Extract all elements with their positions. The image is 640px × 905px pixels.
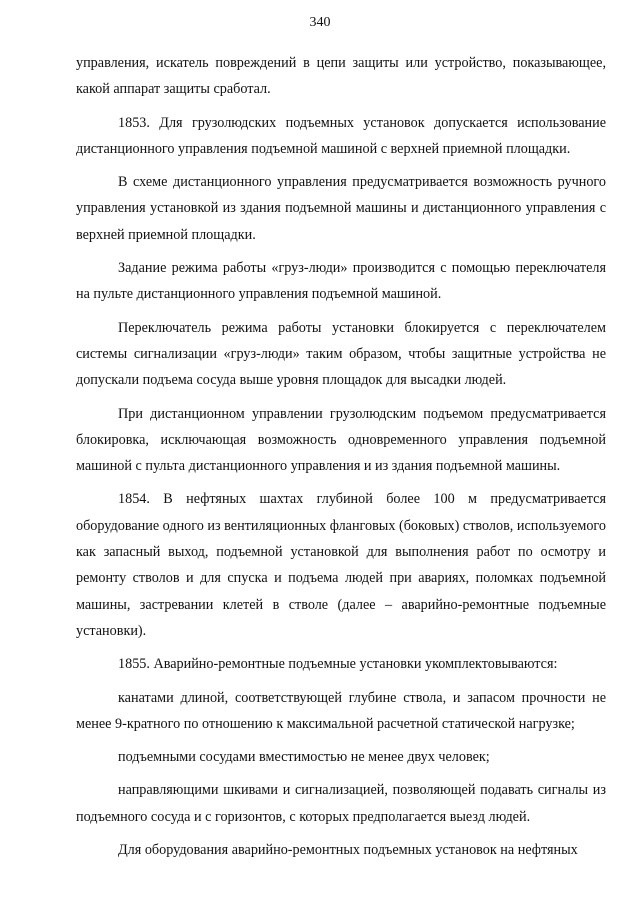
- list-item-vessels: подъемными сосудами вместимостью не менее двух человек;: [118, 749, 490, 766]
- paragraph-continuation: управления, искатель повреждений в цепи защиты или устройство, показывающее, какой аппарат защиты сработал.: [76, 55, 606, 98]
- paragraph-mode-setting: Задание режима работы «груз-люди» производится с помощью переключателя на пульте дистанционного управления подъемной машиной.: [76, 260, 606, 303]
- paragraph-1855: 1855. Аварийно-ремонтные подъемные установки укомплектовываются:: [118, 656, 558, 673]
- document-body: [76, 50, 606, 863]
- paragraph-1854: 1854. В нефтяных шахтах глубиной более 100 м предусматривается оборудование одного из вентиляционных фланговых (боковых) стволов, используемого как запасный выход, подъемной установкой для выполнения работ по осмотру и ремонту стволов и для спуска и подъема людей при авариях, поломках подъемной машины, застревании клетей в стволе (далее – аварийно-ремонтные подъемные установки).: [76, 491, 606, 639]
- paragraph-trailing: Для оборудования аварийно-ремонтных подъемных установок на нефтяных: [118, 842, 578, 859]
- list-item-ropes: канатами длиной, соответствующей глубине ствола, и запасом прочности не менее 9-кратного по отношению к максимальной расчетной статической нагрузке;: [76, 689, 606, 732]
- page-number: 340: [309, 15, 331, 30]
- paragraph-mode-switch-interlock: Переключатель режима работы установки блокируется с переключателем системы сигнализации «груз-люди» таким образом, чтобы защитные устройства не допускали подъема сосуда выше уровня площадок для высадки людей.: [76, 319, 606, 389]
- paragraph-1853: 1853. Для грузолюдских подъемных установок допускается использование дистанционного управления подъемной машиной с верхней приемной площадки.: [76, 114, 606, 157]
- list-item-sheaves-signaling: направляющими шкивами и сигнализацией, позволяющей подавать сигналы из подъемного сосуда и с горизонтов, с которых предполагается выезд людей.: [76, 782, 606, 825]
- paragraph-remote-interlock: При дистанционном управлении грузолюдским подъемом предусматривается блокировка, исключающая возможность одновременного управления подъемной машиной с пульта дистанционного управления и из здания подъемной машины.: [76, 405, 606, 475]
- paragraph-remote-control-scheme: В схеме дистанционного управления предусматривается возможность ручного управления установкой из здания подъемной машины и дистанционного управления с верхней приемной площадки.: [76, 174, 606, 243]
